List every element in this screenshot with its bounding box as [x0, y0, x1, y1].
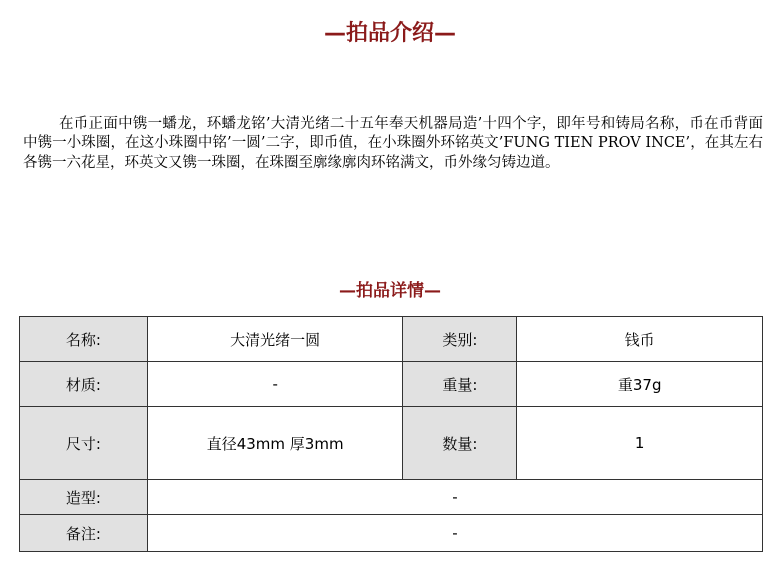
- table-row: [20, 407, 763, 480]
- size-value: 直径43mm 厚3mm: [147, 407, 403, 480]
- category-label: 类别:: [403, 317, 517, 362]
- details-section-title: —拍品详情—: [339, 281, 441, 301]
- quantity-value: 1: [517, 407, 763, 480]
- intro-paragraph: 在币正面中镌一蟠龙，环蟠龙铭’大清光绪二十五年奉天机器局造’十四个字，即年号和铸局名称，币在币背面中镌一小珠圈，在这小珠圈中铭’一圆’二字，即币值，在小珠圈外环铭英文’FUNG TIEN PROV INCE’，在其左右各镌一六花星，环英文又镌一珠圈，在珠圈至廓缘廓肉环铭满文，币外缘匀铸边道。: [23, 115, 763, 171]
- table-row: [20, 362, 763, 407]
- notes-value: -: [147, 515, 762, 552]
- shape-value: -: [147, 480, 762, 515]
- quantity-label: 数量:: [403, 407, 517, 480]
- intro-section-title: —拍品介绍—: [323, 21, 456, 46]
- table-row: [20, 515, 763, 552]
- name-value: 大清光绪一圆: [147, 317, 403, 362]
- material-value: -: [147, 362, 403, 407]
- details-table: [19, 316, 763, 552]
- material-label: 材质:: [20, 362, 148, 407]
- weight-label: 重量:: [403, 362, 517, 407]
- size-label: 尺寸:: [20, 407, 148, 480]
- weight-value: 重37g: [517, 362, 763, 407]
- table-row: [20, 317, 763, 362]
- category-value: 钱币: [517, 317, 763, 362]
- shape-label: 造型:: [20, 480, 148, 515]
- table-row: [20, 480, 763, 515]
- name-label: 名称:: [20, 317, 148, 362]
- notes-label: 备注:: [20, 515, 148, 552]
